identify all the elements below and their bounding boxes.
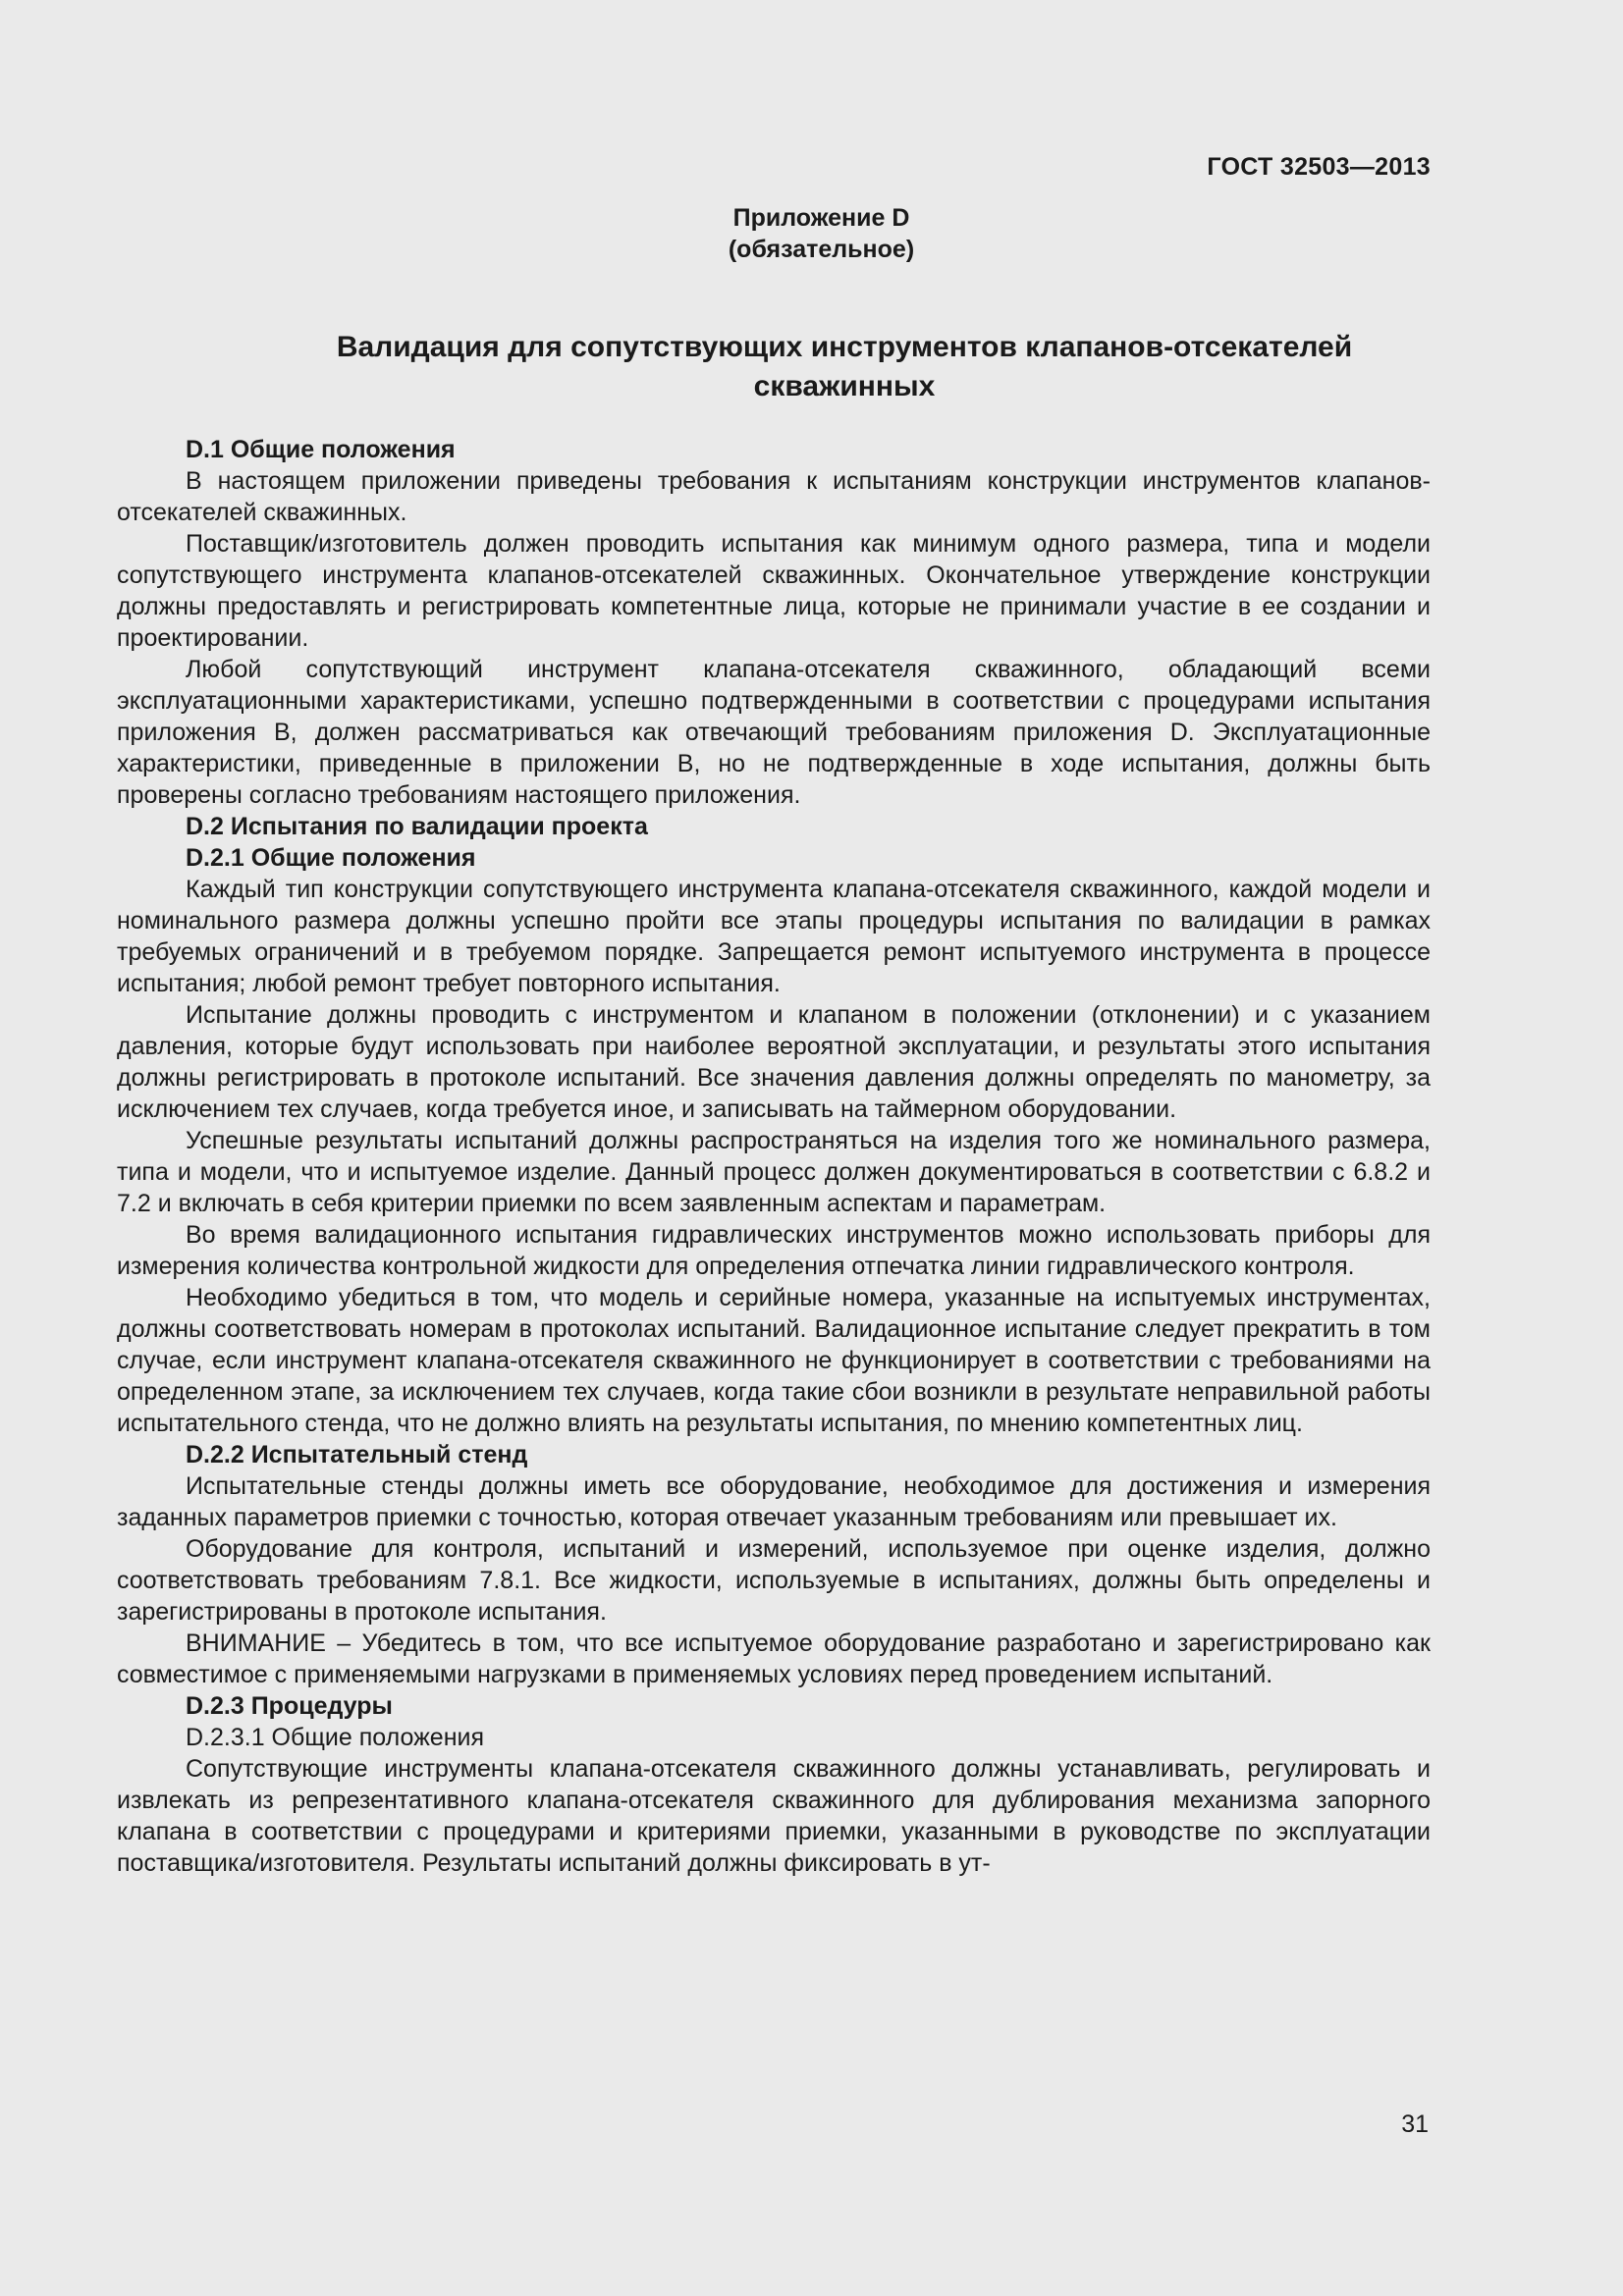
- document-title: [147, 328, 1542, 406]
- page-number: 31: [1401, 2110, 1429, 2138]
- annex-heading: [0, 202, 1623, 265]
- section-heading-d1: D.1 Общие положения: [186, 436, 456, 463]
- section-heading-d2-2: D.2.2 Испытательный стенд: [186, 1441, 528, 1468]
- document-body: [117, 434, 1431, 1879]
- title-line-2: скважинных: [753, 370, 936, 402]
- title-line-1: Валидация для сопутствующих инструментов клапанов-отсекателей: [336, 331, 1353, 363]
- paragraph: Необходимо убедиться в том, что модель и серийные номера, указанные на испытуемых инструментах, должны соответствовать номерам в протоколах испытаний. Валидационное испытание следует прекратить в том случае, если инструмент клапана-отсекателя скважинного не функционирует в соответствии с требованиями на определенном этапе, за исключением тех случаев, когда такие сбои возникли в результате неправильной работы испытательного стенда, что не должно влиять на результаты испытания, по мнению компетентных лиц.: [117, 1284, 1431, 1437]
- annex-label: Приложение D: [732, 204, 910, 232]
- paragraph: Успешные результаты испытаний должны распространяться на изделия того же номинального размера, типа и модели, что и испытуемое изделие. Данный процесс должен документироваться в соответствии с 6.8.2 и 7.2 и включать в себя критерии приемки по всем заявленным аспектам и параметрам.: [117, 1127, 1431, 1217]
- paragraph: Испытание должны проводить с инструментом и клапаном в положении (отклонении) и с указанием давления, которые будут использовать при наиболее вероятной эксплуатации, и результаты этого испытания должны регистрировать в протоколе испытаний. Все значения давления должны определять по манометру, за исключением тех случаев, когда требуется иное, и записывать на таймерном оборудовании.: [117, 1001, 1431, 1123]
- paragraph: Любой сопутствующий инструмент клапана-отсекателя скважинного, обладающий всеми эксплуатационными характеристиками, успешно подтвержденными в соответствии с процедурами испытания приложения В, должен рассматриваться как отвечающий требованиям приложения D. Эксплуатационные характеристики, приведенные в приложении В, но не подтвержденные в ходе испытания, должны быть проверены согласно требованиям настоящего приложения.: [117, 656, 1431, 809]
- standard-code: ГОСТ 32503—2013: [1207, 153, 1431, 181]
- section-heading-d2-1: D.2.1 Общие положения: [186, 844, 476, 872]
- paragraph: Сопутствующие инструменты клапана-отсекателя скважинного должны устанавливать, регулировать и извлекать из репрезентативного клапана-отсекателя скважинного для дублирования механизма запорного клапана в соответствии с процедурами и критериями приемки, указанными в руководстве по эксплуатации поставщика/изготовителя. Результаты испытаний должны фиксировать в ут-: [117, 1755, 1431, 1877]
- paragraph: Каждый тип конструкции сопутствующего инструмента клапана-отсекателя скважинного, каждой модели и номинального размера должны успешно пройти все этапы процедуры испытания по валидации в рамках требуемых ограничений и в требуемом порядке. Запрещается ремонт испытуемого инструмента в процессе испытания; любой ремонт требует повторного испытания.: [117, 876, 1431, 997]
- paragraph: Испытательные стенды должны иметь все оборудование, необходимое для достижения и измерения заданных параметров приемки с точностью, которая отвечает указанным требованиям или превышает их.: [117, 1472, 1431, 1531]
- warning-paragraph: ВНИМАНИЕ – Убедитесь в том, что все испытуемое оборудование разработано и зарегистрировано как совместимое с применяемыми нагрузками в применяемых условиях перед проведением испытаний.: [117, 1629, 1431, 1688]
- annex-status: (обязательное): [728, 236, 915, 263]
- section-heading-d2: D.2 Испытания по валидации проекта: [186, 813, 648, 840]
- paragraph: Во время валидационного испытания гидравлических инструментов можно использовать приборы для измерения количества контрольной жидкости для определения отпечатка линии гидравлического контроля.: [117, 1221, 1431, 1280]
- section-heading-d2-3: D.2.3 Процедуры: [186, 1692, 393, 1720]
- paragraph: В настоящем приложении приведены требования к испытаниям конструкции инструментов клапанов-отсекателей скважинных.: [117, 467, 1431, 526]
- paragraph: Оборудование для контроля, испытаний и измерений, используемое при оценке изделия, должно соответствовать требованиям 7.8.1. Все жидкости, используемые в испытаниях, должны быть определены и зарегистрированы в протоколе испытания.: [117, 1535, 1431, 1626]
- section-heading-d2-3-1: D.2.3.1 Общие положения: [186, 1724, 485, 1751]
- paragraph: Поставщик/изготовитель должен проводить испытания как минимум одного размера, типа и модели сопутствующего инструмента клапанов-отсекателей скважинных. Окончательное утверждение конструкции должны предоставлять и регистрировать компетентные лица, которые не принимали участие в ее создании и проектировании.: [117, 530, 1431, 652]
